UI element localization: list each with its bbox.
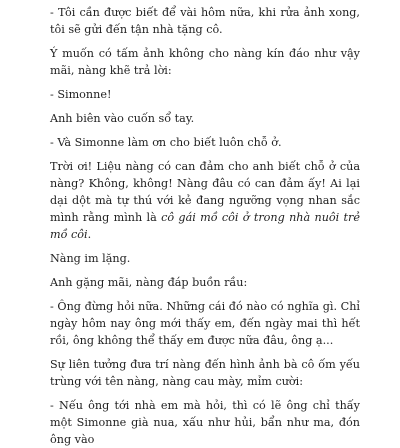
paragraph-10: Sự liên tưởng đưa trí nàng đến hình ảnh bà cô ốm yếu trùng với tên nàng, nàng cau mày, mỉm cười: <box>50 358 360 388</box>
paragraph-2: Ý muốn có tấm ảnh không cho nàng kín đáo như vậy mãi, nàng khẽ trả lời: <box>50 47 360 77</box>
paragraph-4: Anh biên vào cuốn sổ tay. <box>50 112 195 125</box>
paragraph-1: - Tôi cần được biết để vài hôm nữa, khi rửa ảnh xong, tôi sẽ gửi đến tận nhà tặng cô. <box>50 6 360 36</box>
paragraph-6-text: Trời ơi! Liệu nàng có can đảm cho anh biết chỗ ở của nàng? Không, không! Nàng đâu có can đảm ấy! Ai lại dại dột mà tự thú với kẻ đang ngưỡng vọng nhan sắc mình rằng mình là <box>50 160 360 224</box>
paragraph-9: - Ông đừng hỏi nữa. Những cái đó nào có nghĩa gì. Chỉ ngày hôm nay ông mới thấy em, đến ngày mai thì hết rồi, ông không thể thấy em được nữa đâu, ông ạ... <box>50 300 360 347</box>
paragraph-11: - Nếu ông tới nhà em mà hỏi, thì có lẽ ông chỉ thấy một Simonne già nua, xấu như hủi, bẩn như ma, đón ông vào <box>50 399 360 446</box>
paragraph-6-end: . <box>87 228 92 241</box>
paragraph-5: - Và Simonne làm ơn cho biết luôn chỗ ở. <box>50 136 282 149</box>
paragraph-8: Anh gặng mãi, nàng đáp buồn rầu: <box>50 276 248 289</box>
paragraph-7: Nàng im lặng. <box>50 252 131 265</box>
paragraph-6-italic: cô gái mồ côi ở trong nhà nuôi trẻ mồ côi <box>50 211 360 241</box>
paragraph-6 <box>50 158 360 243</box>
paragraph-3: - Simonne! <box>50 88 112 101</box>
